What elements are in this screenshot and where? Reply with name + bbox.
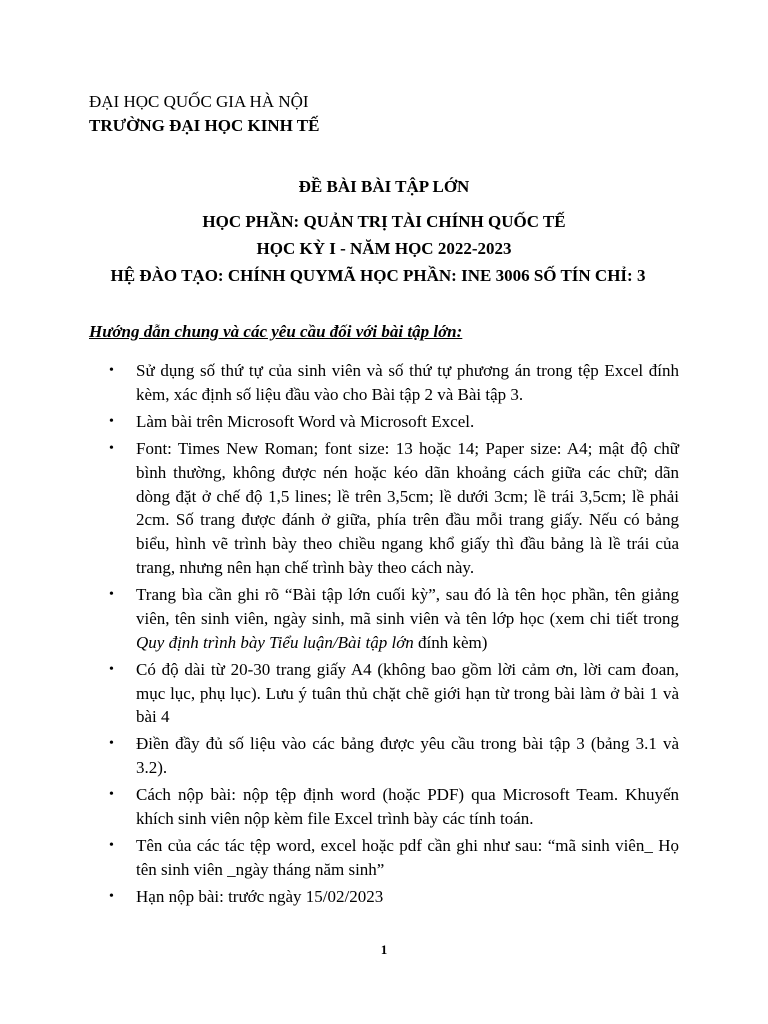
list-item-text: Làm bài trên Microsoft Word và Microsoft Excel. [136, 411, 475, 431]
list-item-text: Tên của các tác tệp word, excel hoặc pdf cần ghi như sau: “mã sinh viên_ Họ tên sinh viên _ngày tháng năm sinh” [136, 836, 679, 880]
list-item-text [136, 585, 679, 652]
list-item [89, 783, 679, 831]
list-item [89, 410, 679, 434]
page-number: 1 [380, 942, 388, 957]
list-item-text: Sử dụng số thứ tự của sinh viên và số thứ tự phương án trong tệp Excel đính kèm, xác định số liệu đầu vào cho Bài tập 2 và Bài tập 3. [136, 361, 679, 404]
list-item-text-part: Trang bìa cần ghi rõ “Bài tập lớn cuối kỳ”, sau đó là tên học phần, tên giảng viên, tên sinh viên, ngày sinh, mã sinh viên và tên lớp học (xem chi tiết trong [136, 585, 679, 628]
bullet-icon: • [109, 440, 114, 456]
title-block [0, 173, 768, 289]
list-item [89, 658, 679, 729]
list-item [89, 437, 679, 580]
assignment-title: ĐỀ BÀI BÀI TẬP LỚN [298, 177, 470, 196]
list-item-text: Điền đầy đủ số liệu vào các bảng được yêu cầu trong bài tập 3 (bảng 3.1 và 3.2). [136, 734, 679, 778]
semester-title: HỌC KỲ I - NĂM HỌC 2022-2023 [256, 239, 512, 258]
document-header [89, 90, 319, 138]
bullet-icon: • [109, 736, 114, 752]
list-item-text: Hạn nộp bài: trước ngày 15/02/2023 [136, 887, 384, 907]
list-item [89, 359, 679, 407]
bullet-icon: • [109, 838, 114, 854]
bullet-icon: • [109, 587, 114, 603]
list-item [89, 583, 679, 654]
regulation-reference: Quy định trình bày Tiểu luận/Bài tập lớn [136, 632, 414, 652]
bullet-icon: • [109, 661, 114, 677]
course-title: HỌC PHẦN: QUẢN TRỊ TÀI CHÍNH QUỐC TẾ [202, 212, 566, 231]
school-name: TRƯỜNG ĐẠI HỌC KINH TẾ [89, 116, 320, 135]
list-item [89, 885, 679, 909]
list-item [89, 834, 679, 882]
university-name: ĐẠI HỌC QUỐC GIA HÀ NỘI [89, 92, 309, 111]
guide-heading: Hướng dẫn chung và các yêu cầu đối với bài tập lớn: [89, 322, 463, 341]
requirements-list [89, 359, 679, 912]
list-item-text-part: đính kèm) [413, 632, 488, 652]
bullet-icon: • [109, 413, 114, 429]
list-item-text: Có độ dài từ 20-30 trang giấy A4 (không bao gồm lời cảm ơn, lời cam đoan, mục lục, phụ lục). Lưu ý tuân thủ chặt chẽ giới hạn từ trong bài làm ở bài 1 và bài 4 [136, 659, 679, 727]
list-item-text: Cách nộp bài: nộp tệp định word (hoặc PDF) qua Microsoft Team. Khuyến khích sinh viên nộp kèm file Excel trình bày các tính toán. [136, 785, 679, 829]
bullet-icon: • [109, 787, 114, 803]
list-item-text: Font: Times New Roman; font size: 13 hoặc 14; Paper size: A4; mật độ chữ bình thường, không được nén hoặc kéo dãn khoảng cách giữa các chữ; dãn dòng đặt ở chế độ 1,5 lines; lề trên 3,5cm; lề dưới 3cm; lề trái 3,5cm; lề phải 2cm. Số trang được đánh ở giữa, phía trên đầu mỗi trang giấy. Nếu có bảng biểu, hình vẽ trình bày theo chiều ngang khổ giấy thì đầu bảng là lề trái của trang, nhưng nên hạn chế trình bày theo cách này. [136, 438, 679, 577]
program-title: HỆ ĐÀO TẠO: CHÍNH QUYMÃ HỌC PHẦN: INE 3006 SỐ TÍN CHỈ: 3 [110, 266, 646, 285]
bullet-icon: • [109, 363, 114, 378]
list-item [89, 732, 679, 780]
bullet-icon: • [109, 889, 114, 905]
